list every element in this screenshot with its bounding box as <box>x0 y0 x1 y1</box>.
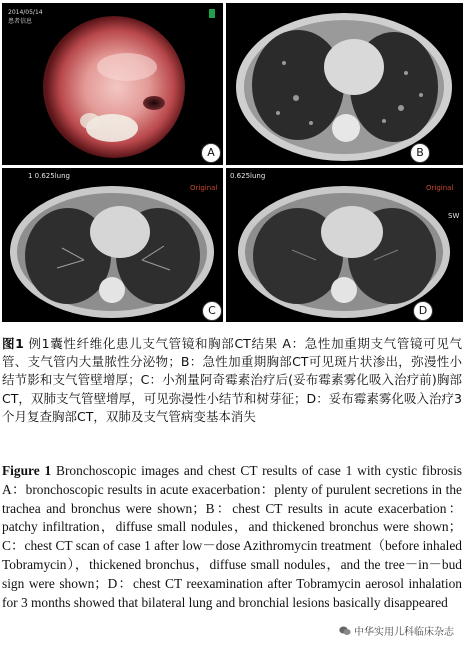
panel-a-bronchoscopy <box>2 3 223 165</box>
caption-text-en: Bronchoscopic images and chest CT results of case 1 with cystic fibrosis A：bronchoscopic results in acute exacerbation：plenty of purulent secretions in the trachea and bronchus were shown；B：chest CT results in acute exacerbation：patchy infiltration，diffuse small nodules，and thickened bronchus were shown；C：chest CT scan of case 1 after low－dose Azithromycin treatment（before inhaled Tobramycin），thickened bronchus，diffuse small nodules，and the tree－in－bud sign were shown；D：chest CT reexamination after Tobramycin aerosol inhalation for 3 months showed that bilateral lung and bronchial lesions basically disappeared <box>2 463 463 610</box>
panel-letter-a: A <box>201 143 221 163</box>
chest-ct-image-b <box>226 3 463 165</box>
figure-caption-english <box>2 462 462 612</box>
figure-label-en: Figure 1 <box>2 463 52 478</box>
panel-d-chest-ct <box>226 168 463 322</box>
panel-b-chest-ct <box>226 3 463 165</box>
figure-caption-chinese <box>2 335 462 426</box>
watermark-text: 中华实用儿科临床杂志 <box>354 627 454 638</box>
panel-letter-d: D <box>413 301 433 321</box>
panel-c-chest-ct <box>2 168 223 322</box>
bronchoscopy-image <box>2 3 223 165</box>
overlay-line-1: 2014/05/14 <box>8 9 43 16</box>
caption-text-cn: 例1囊性纤维化患儿支气管镜和胸部CT结果 A：急性加重期支气管镜可见气管、支气管内大量脓性分泌物；B：急性加重期胸部CT可见斑片状渗出，弥漫性小结节影和支气管壁增厚；C：小剂量阿奇霉素治疗后(妥布霉素雾化吸入治疗前)胸部CT，双肺支气管壁增厚，可见弥漫性小结节和树芽征；D：妥布霉素雾化吸入治疗3个月复查胸部CT，双肺及支气管病变基本消失 <box>2 336 462 424</box>
ct-window-label-d: 0.625lung <box>230 172 266 180</box>
overlay-line-2: 患者信息 <box>8 18 33 25</box>
ct-window-label-c: 1 0.625lung <box>28 172 70 180</box>
ct-sw-label-d: SW <box>448 212 460 220</box>
wechat-icon <box>339 626 351 636</box>
indicator-mark <box>209 9 215 18</box>
ct-original-label-d: Original <box>426 184 454 192</box>
panel-letter-b: B <box>410 143 430 163</box>
ct-original-label-c: Original <box>190 184 218 192</box>
figure-label-cn: 图1 <box>2 336 24 351</box>
journal-watermark <box>336 622 457 639</box>
panel-letter-c: C <box>202 301 222 321</box>
